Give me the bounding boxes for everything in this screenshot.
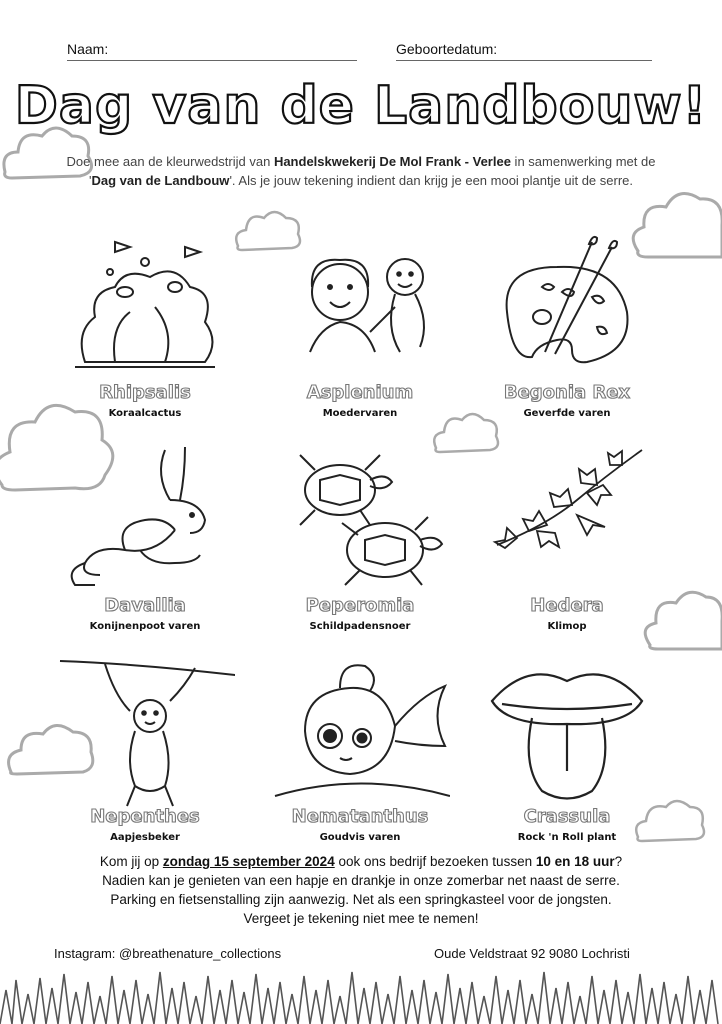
- plant-subtitle: Rock 'n Roll plant: [517, 832, 617, 843]
- plant-subtitle: Schildpadensnoer: [309, 621, 411, 632]
- goldfish-icon: [270, 656, 450, 811]
- plant-card-davallia: [30, 445, 260, 655]
- plant-subtitle: Koraalcactus: [108, 408, 182, 419]
- plant-name: Nepenthes: [90, 806, 200, 827]
- plant-name: Nematanthus: [291, 806, 429, 827]
- plant-name: Asplenium: [306, 382, 414, 403]
- paint-palette-icon: [477, 232, 657, 387]
- company-name: Handelskwekerij De Mol Frank - Verlee: [273, 154, 511, 169]
- instagram-handle: Instagram: @breathenature_collections: [54, 946, 282, 961]
- grass-border-icon: [0, 960, 722, 1024]
- event-info: [20, 852, 702, 928]
- birthdate-label: Geboortedatum:: [396, 41, 498, 57]
- plant-name: Begonia Rex: [503, 382, 631, 403]
- turtles-icon: [270, 445, 450, 600]
- plant-name: Rhipsalis: [99, 382, 191, 403]
- plant-subtitle: Moedervaren: [322, 408, 398, 419]
- page-title: Dag van de Landbouw!: [14, 76, 708, 136]
- plant-card-begonia-rex: [452, 232, 682, 442]
- name-label: Naam:: [67, 41, 109, 57]
- plant-card-nepenthes: [30, 656, 260, 866]
- plant-card-rhipsalis: [30, 232, 260, 442]
- tongue-lips-icon: [477, 656, 657, 811]
- plant-name: Peperomia: [305, 595, 415, 616]
- plant-subtitle: Geverfde varen: [523, 408, 611, 419]
- plant-name: Crassula: [523, 806, 611, 827]
- event-date: zondag 15 september 2024: [162, 854, 335, 869]
- plant-card-hedera: [452, 445, 682, 655]
- event-info-line-2: Nadien kan je genieten van een hapje en drankje in onze zomerbar net naast de serre.: [102, 873, 620, 888]
- plant-card-asplenium: [245, 232, 475, 442]
- plant-subtitle: Klimop: [547, 621, 587, 632]
- plant-subtitle: Aapjesbeker: [110, 832, 180, 843]
- event-hours: 10 en 18 uur: [535, 854, 615, 869]
- intro-text: Doe mee aan de kleurwedstrijd van Handelskwekerij De Mol Frank - Verlee in samenwerking met de 'Dag van de Landbouw'. Als je jouw tekening indient dan krijg je een mooi plantje uit de serre.: [66, 154, 656, 188]
- plant-name: Davallia: [104, 595, 186, 616]
- event-info-line-3: Parking en fietsenstalling zijn aanwezig. Net als een springkasteel voor de jongsten.: [110, 892, 612, 907]
- address: Oude Veldstraat 92 9080 Lochristi: [434, 946, 630, 961]
- event-name: Dag van de Landbouw: [91, 173, 230, 188]
- coral-reef-icon: [55, 232, 235, 387]
- plant-name: Hedera: [530, 595, 604, 616]
- event-info-line-4: Vergeet je tekening niet mee te nemen!: [243, 911, 479, 926]
- plant-subtitle: Konijnenpoot varen: [89, 621, 201, 632]
- plant-card-peperomia: [245, 445, 475, 655]
- birthdate-line: [396, 60, 652, 61]
- name-line: [67, 60, 357, 61]
- plant-subtitle: Goudvis varen: [319, 832, 401, 843]
- hanging-monkey-icon: [55, 656, 235, 811]
- mother-child-icon: [270, 232, 450, 387]
- rabbit-icon: [55, 445, 235, 600]
- ivy-branch-icon: [477, 445, 657, 600]
- plant-card-crassula: [452, 656, 682, 866]
- event-info-line-1: Kom jij op zondag 15 september 2024 ook ons bedrijf bezoeken tussen 10 en 18 uur?: [99, 854, 623, 869]
- plant-card-nematanthus: [245, 656, 475, 866]
